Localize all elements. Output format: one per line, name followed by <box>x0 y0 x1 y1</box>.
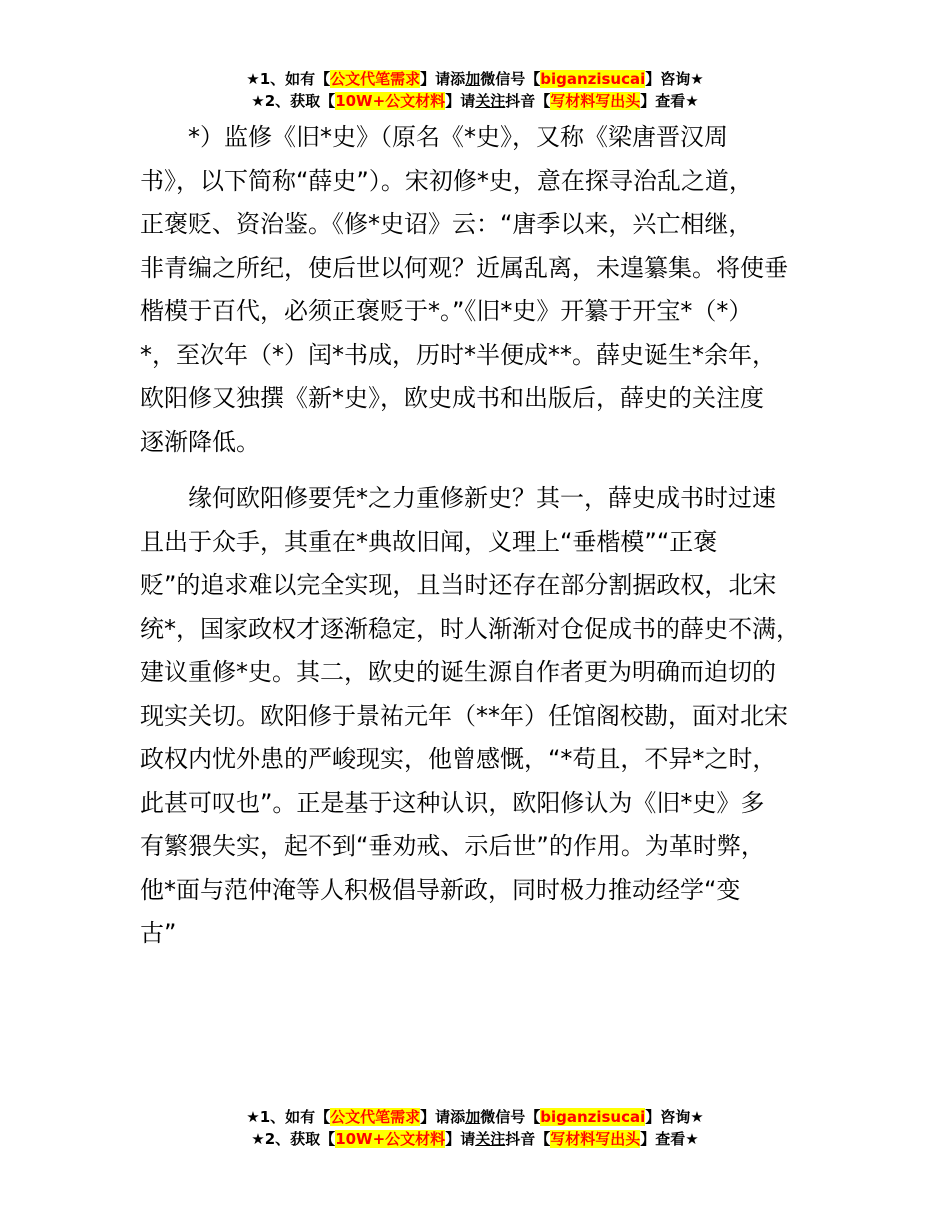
banner-line-2 <box>0 90 950 112</box>
footer-banner-line-2 <box>0 1128 950 1150</box>
banner-line-1-highlight-service: 公文代笔需求 <box>330 70 421 88</box>
paragraph-1-line: 非青编之所纪，使后世以何观？近属乱离，未遑纂集。将使垂 <box>140 253 788 282</box>
footer-line-1-underline: 加 <box>465 1108 481 1126</box>
paragraph-1 <box>140 116 840 464</box>
footer-line-1-highlight-service: 公文代笔需求 <box>330 1108 421 1126</box>
footer-line-1-highlight-wechat: biganzisucai <box>540 1108 646 1126</box>
banner-line-2-highlight-douyin: 写材料写出头 <box>550 92 641 110</box>
banner-line-1-suffix: 】咨询★ <box>645 70 704 88</box>
footer-banner-line-1 <box>0 1106 950 1128</box>
footer-line-1-suffix: 】咨询★ <box>645 1108 704 1126</box>
paragraph-1-line: 逐渐降低。 <box>140 427 260 456</box>
banner-line-2-prefix: ★2、获取【 <box>251 92 336 110</box>
footer-line-2-mid1: 】请 <box>445 1130 476 1148</box>
paragraph-1-line: 欧阳修又独撰《新*史》，欧史成书和出版后，薛史的关注度 <box>140 384 764 412</box>
footer-line-2-mid2: 抖音【 <box>505 1130 551 1148</box>
paragraph-2-line: 建议重修*史。其二，欧史的诞生源自作者更为明确而迫切的 <box>140 658 776 686</box>
banner-line-1-prefix: ★1、如有【 <box>246 70 331 88</box>
footer-line-2-suffix: 】查看★ <box>640 1130 699 1148</box>
footer-banner <box>0 1106 950 1150</box>
banner-line-1-underline: 加 <box>465 70 481 88</box>
banner-line-2-underline: 关注 <box>475 92 506 110</box>
footer-line-2-highlight-materials: 10W+公文材料 <box>335 1130 446 1148</box>
banner-line-2-mid2: 抖音【 <box>505 92 551 110</box>
paragraph-2-line: 有繁猥失实，起不到“垂劝戒、示后世”的作用。为革时弊， <box>140 832 765 860</box>
document-body <box>140 116 840 969</box>
paragraph-2-line: 统*，国家政权才逐渐稳定，时人渐渐对仓促成书的薛史不满， <box>140 614 800 643</box>
paragraph-1-line: 书》，以下简称“薛史”）。宋初修*史，意在探寻治乱之道， <box>140 166 753 195</box>
footer-line-2-underline: 关注 <box>475 1130 506 1148</box>
paragraph-1-line: *）监修《旧*史》（原名《*史》，又称《梁唐晋汉周 <box>188 123 728 151</box>
banner-line-2-highlight-materials: 10W+公文材料 <box>335 92 446 110</box>
paragraph-1-line: 正褒贬、资治鉴。《修*史诏》云：“唐季以来，兴亡相继， <box>140 210 753 238</box>
banner-line-1-highlight-wechat: biganzisucai <box>540 70 646 88</box>
paragraph-2 <box>140 477 840 956</box>
paragraph-2-line: 贬”的追求难以完全实现，且当时还存在部分割据政权，北宋 <box>140 571 777 599</box>
paragraph-1-line: *，至次年（*）闰*书成，历时*半便成**。薛史诞生*余年， <box>140 340 776 369</box>
paragraph-2-line: 缘何欧阳修要凭*之力重修新史？其一，薛史成书时过速 <box>188 484 776 512</box>
banner-line-2-suffix: 】查看★ <box>640 92 699 110</box>
banner-line-2-mid1: 】请 <box>445 92 476 110</box>
paragraph-2-line: 他*面与范仲淹等人积极倡导新政，同时极力推动经学“变 <box>140 875 741 904</box>
footer-line-1-mid2: 微信号【 <box>480 1108 541 1126</box>
footer-line-2-prefix: ★2、获取【 <box>251 1130 336 1148</box>
footer-line-1-prefix: ★1、如有【 <box>246 1108 331 1126</box>
banner-line-1-mid2: 微信号【 <box>480 70 541 88</box>
paragraph-2-line: 古” <box>140 919 177 947</box>
footer-line-1-mid1: 】请添 <box>420 1108 466 1126</box>
paragraph-2-line: 现实关切。欧阳修于景祐元年（**年）任馆阁校勘，面对北宋 <box>140 701 788 730</box>
paragraph-2-line: 政权内忧外患的严峻现实，他曾感慨，“*苟且，不异*之时， <box>140 745 777 773</box>
header-banner <box>0 68 950 112</box>
paragraph-1-line: 楷模于百代，必须正褒贬于*。”《旧*史》开纂于开宝*（*） <box>140 297 753 325</box>
footer-line-2-highlight-douyin: 写材料写出头 <box>550 1130 641 1148</box>
banner-line-1-mid1: 】请添 <box>420 70 466 88</box>
paragraph-2-line: 此甚可叹也”。正是基于这种认识，欧阳修认为《旧*史》多 <box>140 788 765 817</box>
paragraph-2-line: 且出于众手，其重在*典故旧闻，义理上“垂楷模”“正褒 <box>140 527 718 556</box>
banner-line-1 <box>0 68 950 90</box>
